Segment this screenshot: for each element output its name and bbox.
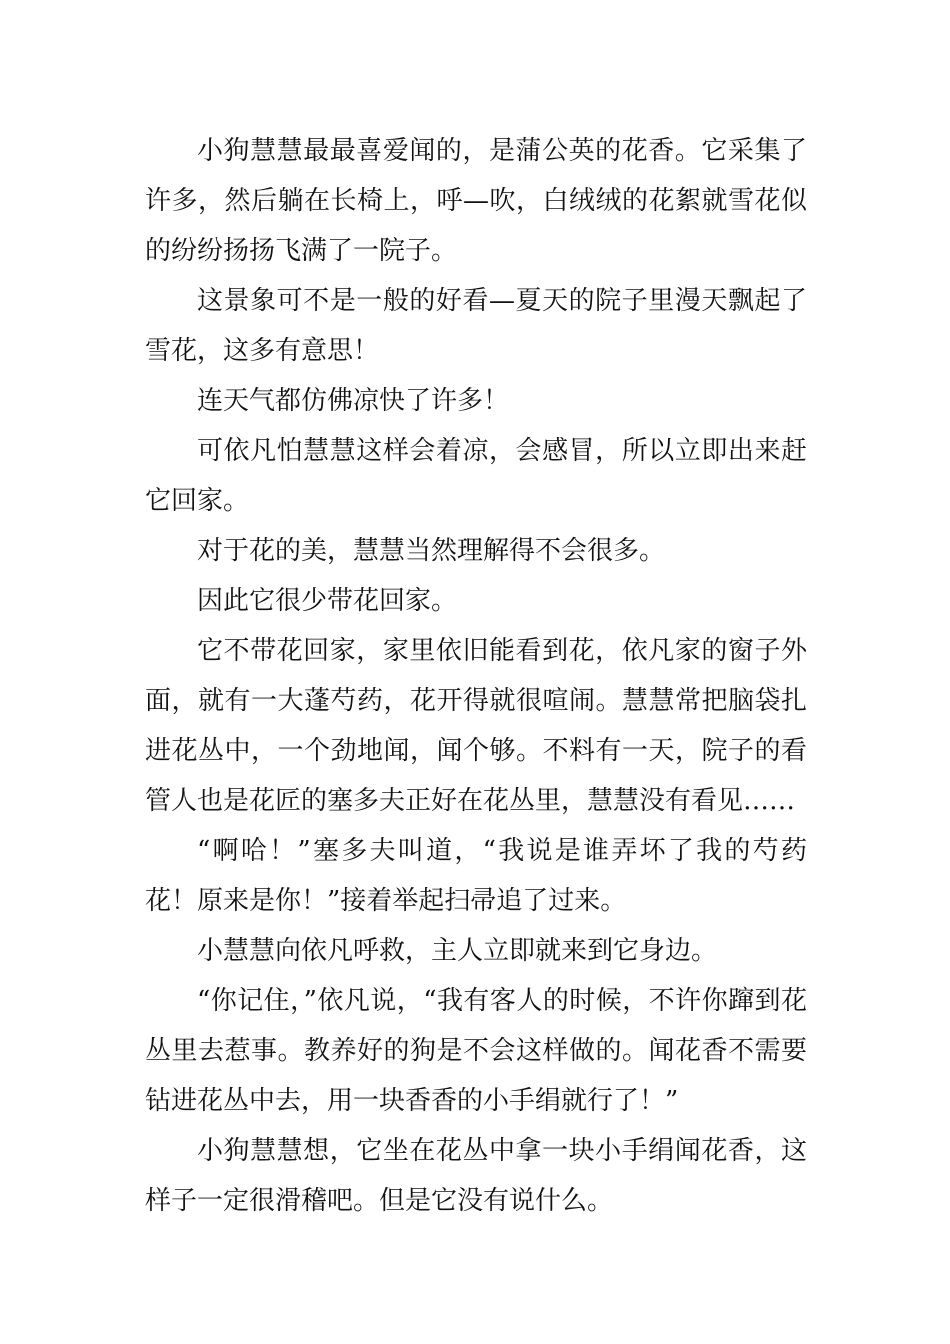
paragraph-10: “你记住，”依凡说，“我有客人的时候，不许你蹿到花丛里去惹事。教养好的狗是不会这样做的。闻花香不需要钻进花丛中去，用一块香香的小手绢就行了！” — [145, 986, 807, 1116]
paragraph-4: 可依凡怕慧慧这样会着凉，会感冒，所以立即出来赶它回家。 — [145, 436, 807, 516]
paragraph-9: 小慧慧向依凡呼救，主人立即就来到它身边。 — [197, 936, 718, 966]
paragraph-7: 它不带花回家，家里依旧能看到花，依凡家的窗子外面，就有一大蓬芍药，花开得就很喧闹。慧慧常把脑袋扎进花丛中，一个劲地闻，闻个够。不料有一天，院子的看管人也是花匠的塞多夫正好在花丛里，慧慧没有看见…… — [145, 636, 807, 816]
paragraph-5: 对于花的美，慧慧当然理解得不会很多。 — [197, 536, 666, 566]
story-text — [145, 126, 807, 1226]
paragraph-6: 因此它很少带花回家。 — [197, 586, 458, 616]
paragraph-8: “啊哈！”塞多夫叫道，“我说是谁弄坏了我的芍药花！原来是你！”接着举起扫帚追了过来。 — [145, 836, 807, 916]
paragraph-3: 连天气都仿佛凉快了许多！ — [197, 386, 510, 416]
paragraph-1: 小狗慧慧最最喜爱闻的，是蒲公英的花香。它采集了许多，然后躺在长椅上，呼—吹，白绒绒的花絮就雪花似的纷纷扬扬飞满了一院子。 — [145, 136, 807, 266]
paragraph-11: 小狗慧慧想，它坐在花丛中拿一块小手绢闻花香，这样子一定很滑稽吧。但是它没有说什么。 — [145, 1136, 807, 1216]
paragraph-2: 这景象可不是一般的好看—夏天的院子里漫天飘起了雪花，这多有意思！ — [145, 286, 807, 366]
